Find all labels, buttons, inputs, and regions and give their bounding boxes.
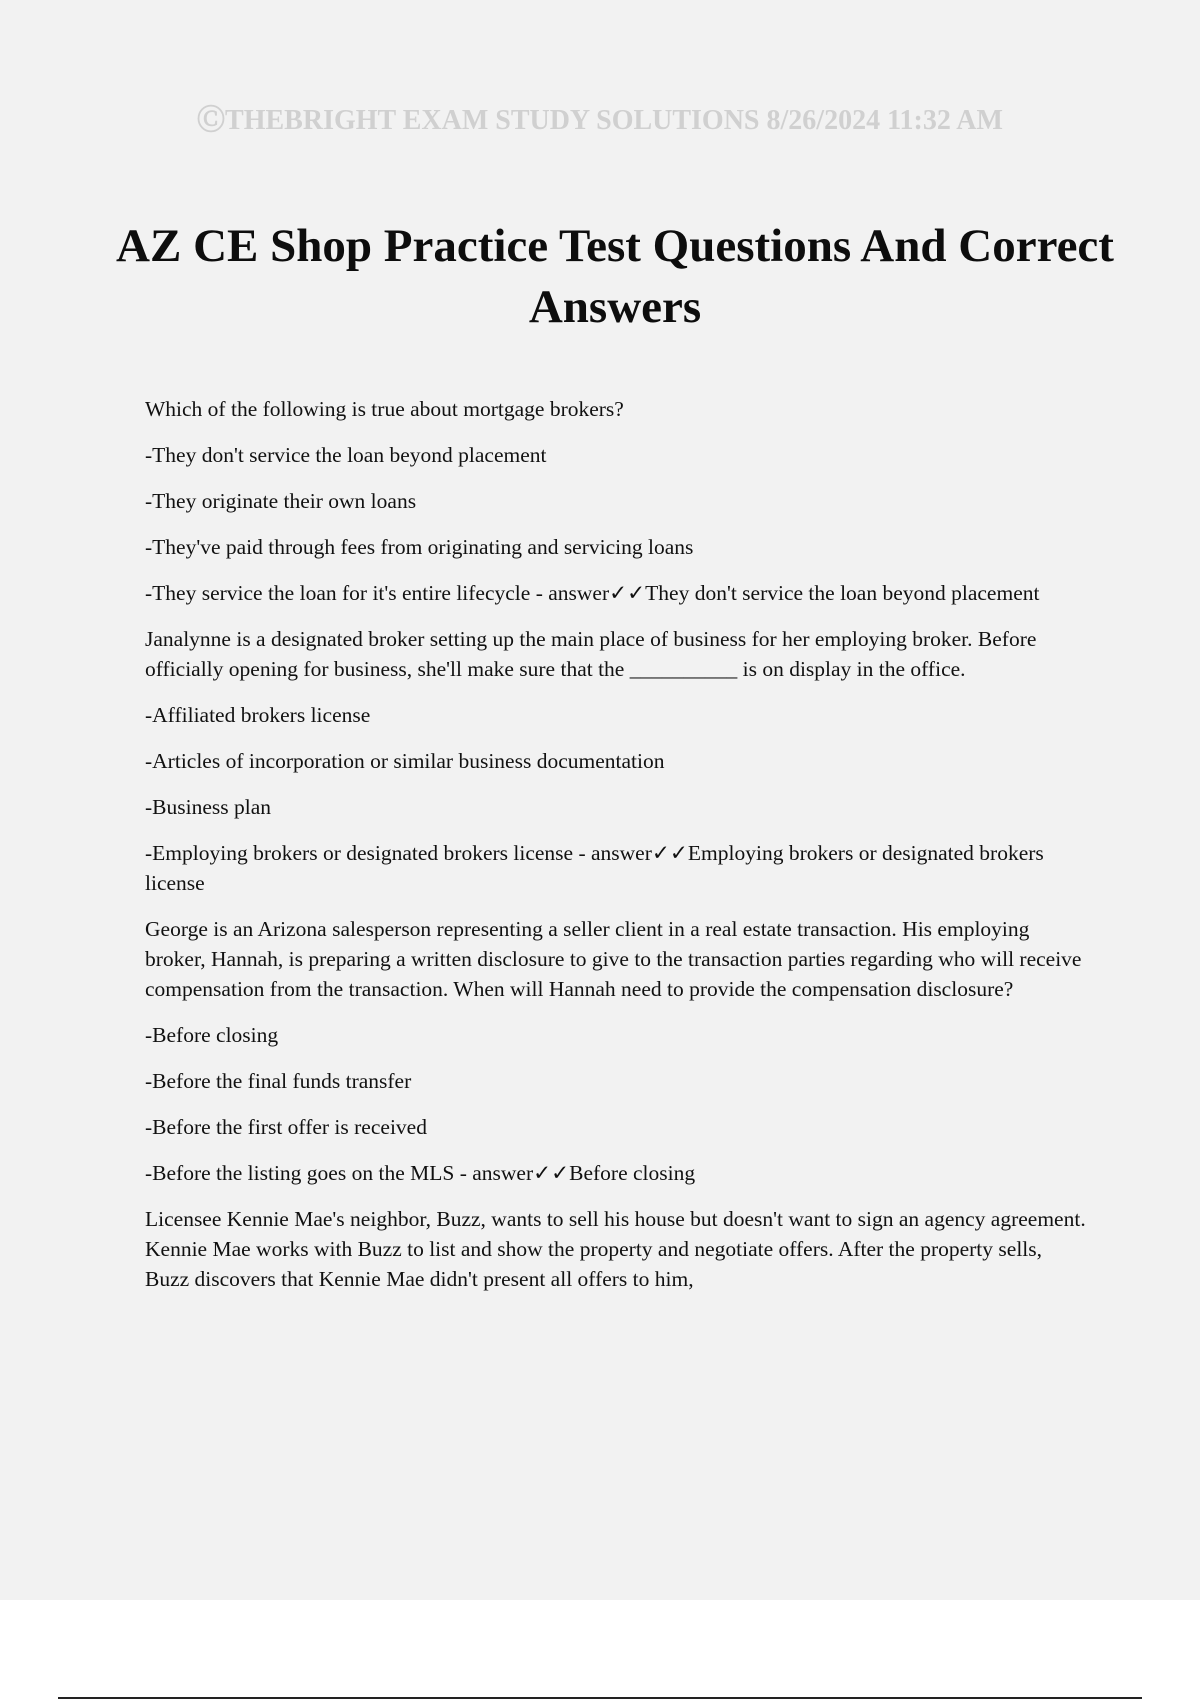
question-3-text: George is an Arizona salesperson representing a seller client in a real estate transaction. His employing broker, Hannah, is preparing a written disclosure to give to the transaction parties regarding who will receive compensation from the transaction. When will Hannah need to provide the compensation disclosure? (145, 917, 1082, 1001)
question-3-option-b: -Before the final funds transfer (145, 1069, 412, 1093)
question-2-option-c: -Business plan (145, 795, 272, 819)
question-1-option-a: -They don't service the loan beyond placement (145, 443, 547, 467)
question-2-option-b: -Articles of incorporation or similar business documentation (145, 749, 665, 773)
document-title: AZ CE Shop Practice Test Questions And Correct Answers (116, 220, 1114, 333)
question-2-option-a: -Affiliated brokers license (145, 703, 371, 727)
question-4-text: Licensee Kennie Mae's neighbor, Buzz, wants to sell his house but doesn't want to sign an agency agreement. Kennie Mae works with Buzz to list and show the property and negotiate offers. After the property sells, Buzz discovers that Kennie Mae didn't present all offers to him, (145, 1207, 1086, 1291)
question-1-option-d-answer: -They service the loan for it's entire lifecycle - answer✓✓They don't service the loan beyond placement (145, 581, 1040, 605)
document-body (145, 394, 1090, 1310)
question-3-option-c: -Before the first offer is received (145, 1115, 427, 1139)
question-1-text: Which of the following is true about mortgage brokers? (145, 397, 624, 421)
question-3-option-a: -Before closing (145, 1023, 279, 1047)
question-3-option-d-answer: -Before the listing goes on the MLS - answer✓✓Before closing (145, 1161, 696, 1185)
question-2-option-d-answer: -Employing brokers or designated brokers license - answer✓✓Employing brokers or designated brokers license (145, 841, 1044, 895)
question-1-option-b: -They originate their own loans (145, 489, 417, 513)
copyright-watermark: ⒸTHEBRIGHT EXAM STUDY SOLUTIONS 8/26/2024 11:32 AM (197, 105, 1003, 136)
footer-divider (58, 1697, 1142, 1699)
question-2-text: Janalynne is a designated broker setting up the main place of business for her employing broker. Before officially opening for business, she'll make sure that the __________ is on display in the office. (145, 627, 1037, 681)
question-1-option-c: -They've paid through fees from originating and servicing loans (145, 535, 694, 559)
